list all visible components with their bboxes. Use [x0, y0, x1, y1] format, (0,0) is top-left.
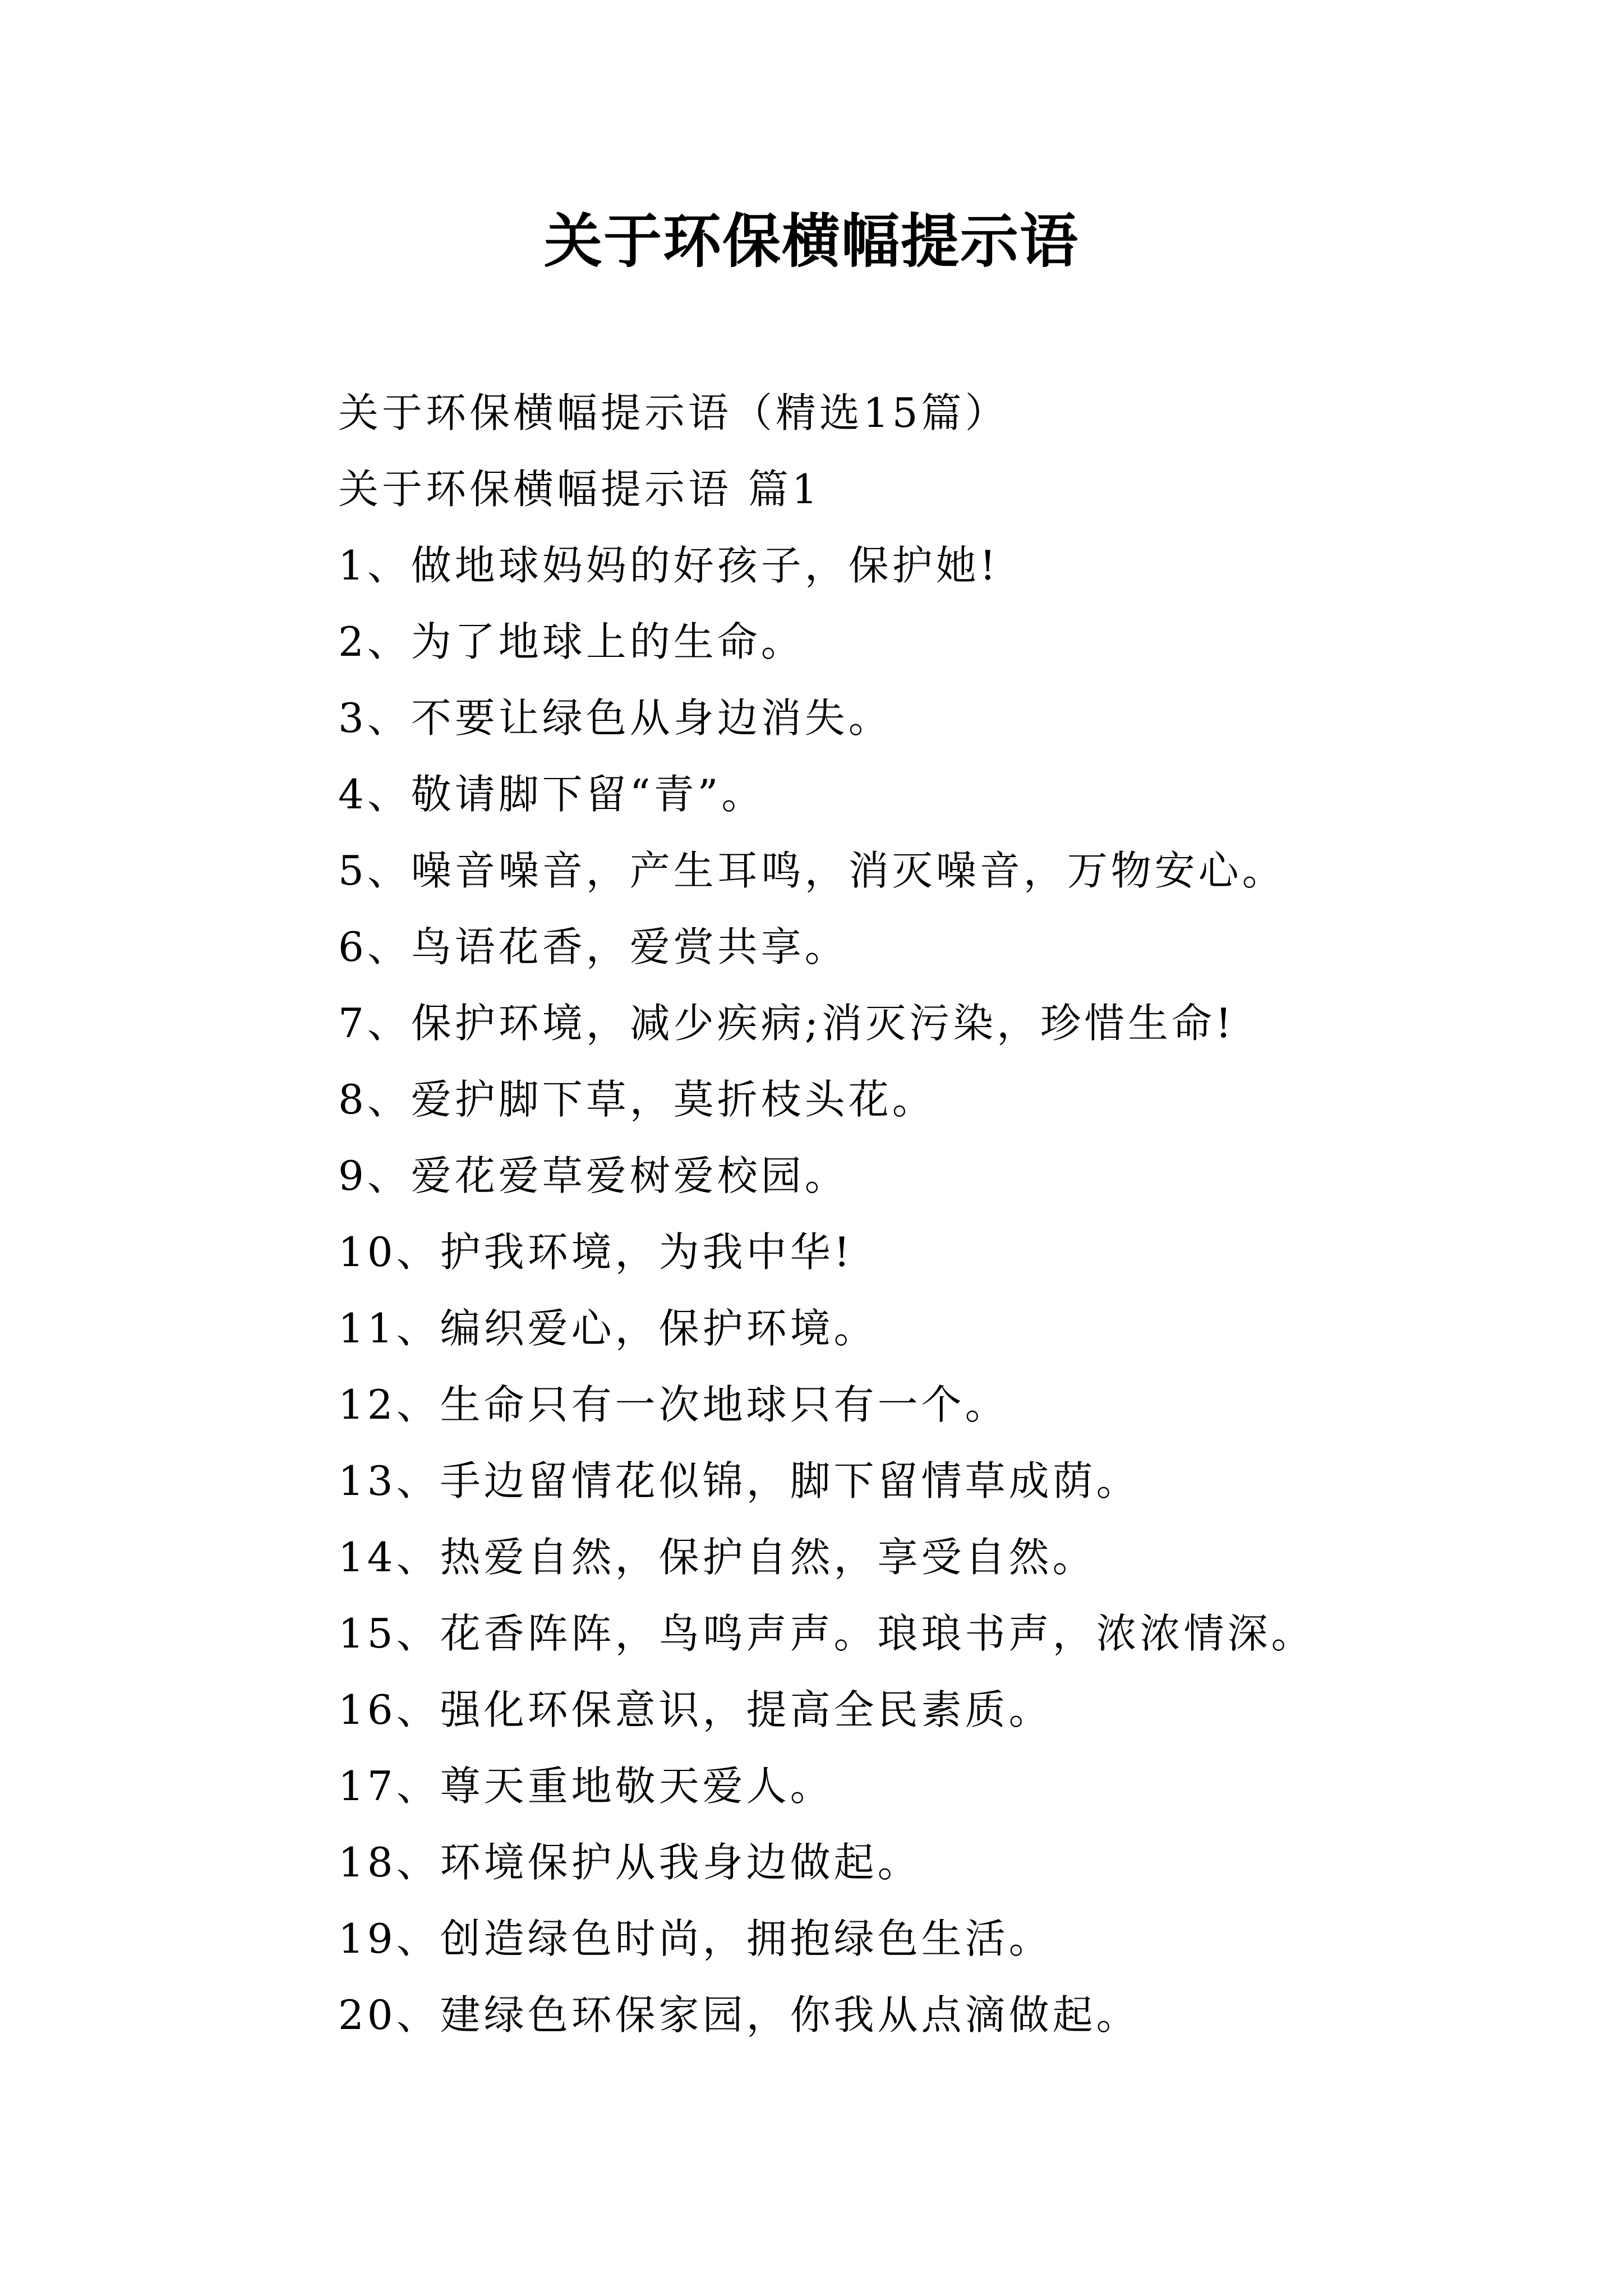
list-item: 5、噪音噪音，产生耳鸣，消灭噪音，万物安心。	[338, 847, 1286, 894]
list-item: 8、爱护脚下草，莫折枝头花。	[338, 1076, 936, 1123]
list-item: 2、为了地球上的生命。	[338, 618, 805, 665]
document-title: 关于环保横幅提示语	[543, 206, 1079, 275]
list-item: 9、爱花爱草爱树爱校园。	[338, 1152, 849, 1199]
list-item: 13、手边留情花似锦，脚下留情草成荫。	[338, 1457, 1140, 1504]
section-heading: 关于环保横幅提示语 篇1	[338, 466, 821, 513]
list-item: 3、不要让绿色从身边消失。	[338, 694, 892, 742]
list-item: 4、敬请脚下留“青”。	[338, 771, 766, 818]
document-body	[338, 375, 1572, 2053]
list-item: 20、建绿色环保家园，你我从点滴做起。	[338, 1991, 1140, 2039]
list-item: 12、生命只有一次地球只有一个。	[338, 1381, 1009, 1428]
document-subtitle: 关于环保横幅提示语（精选15篇）	[338, 389, 1009, 436]
list-item: 15、花香阵阵，鸟鸣声声。琅琅书声，浓浓情深。	[338, 1610, 1315, 1657]
list-item: 17、尊天重地敬天爱人。	[338, 1763, 834, 1810]
slogan-list	[338, 527, 1572, 2053]
list-item: 16、强化环保意识，提高全民素质。	[338, 1686, 1053, 1733]
list-item: 19、创造绿色时尚，拥抱绿色生活。	[338, 1915, 1053, 1962]
list-item: 11、编织爱心，保护环境。	[338, 1305, 878, 1352]
list-item: 10、护我环境，为我中华!	[338, 1228, 854, 1276]
list-item: 6、鸟语花香，爱赏共享。	[338, 923, 849, 970]
list-item: 1、做地球妈妈的好孩子，保护她!	[338, 542, 999, 589]
list-item: 18、环境保护从我身边做起。	[338, 1839, 921, 1886]
list-item: 7、保护环境，减少疾病;消灭污染，珍惜生命!	[338, 1000, 1235, 1047]
list-item: 14、热爱自然，保护自然，享受自然。	[338, 1534, 1096, 1581]
